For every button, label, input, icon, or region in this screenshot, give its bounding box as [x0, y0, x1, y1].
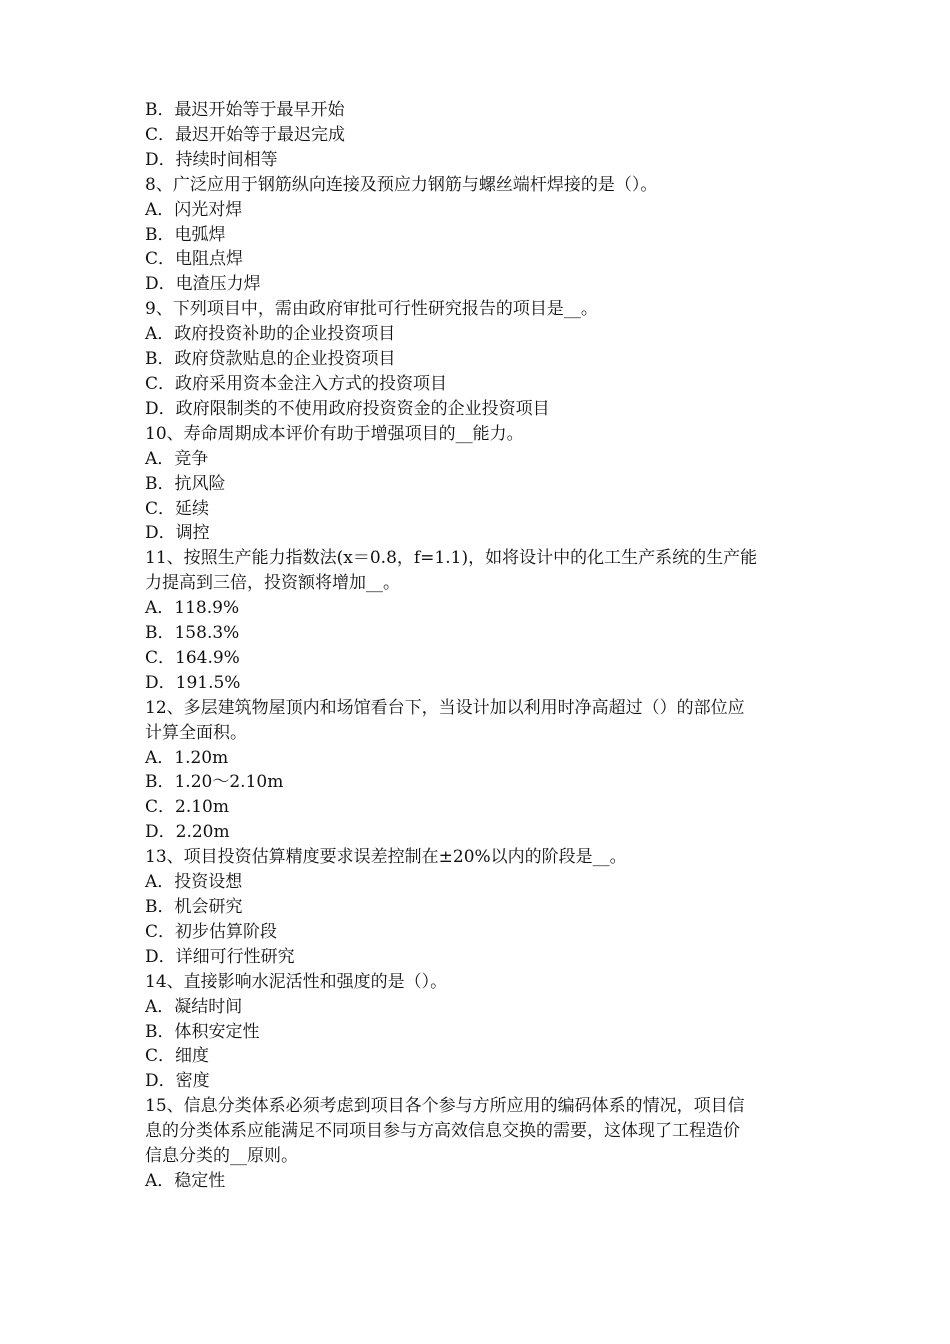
question-line: 8、广泛应用于钢筋纵向连接及预应力钢筋与螺丝端杆焊接的是（）。: [145, 174, 658, 195]
text-line: B．电弧焊: [145, 224, 226, 245]
text-line: B．最迟开始等于最早开始: [145, 100, 345, 120]
text-line: D．政府限制类的不使用政府投资资金的企业投资项目: [145, 398, 550, 419]
text-line: A．政府投资补助的企业投资项目: [145, 324, 396, 345]
text-line: A．闪光对焊: [145, 199, 243, 220]
text-line: B．抗风险: [145, 473, 226, 494]
text-line: C．164.9%: [145, 647, 240, 668]
question-line: 15、信息分类体系必须考虑到项目各个参与方所应用的编码体系的情况，项目信: [145, 1096, 745, 1117]
text-line: B．158.3%: [145, 623, 240, 644]
text-line: C．2.10m: [145, 797, 229, 818]
text-line: A．1.20m: [145, 747, 229, 768]
text-line: C．细度: [145, 1046, 210, 1067]
text-line: A．118.9%: [145, 598, 240, 619]
text-line: A．稳定性: [145, 1170, 226, 1191]
question-line: 11、按照生产能力指数法(x＝0.8，f=1.1)，如将设计中的化工生产系统的生产能: [145, 548, 758, 569]
text-line: C．电阻点焊: [145, 249, 244, 270]
question-line: 13、项目投资估算精度要求误差控制在±20%以内的阶段是__。: [145, 847, 627, 868]
text-line: C．延续: [145, 498, 210, 519]
document-page: [145, 98, 820, 1194]
text-line: B．1.20～2.10m: [145, 772, 284, 793]
text-line: D．电渣压力焊: [145, 274, 261, 295]
text-line: A．凝结时间: [145, 996, 243, 1017]
text-line: C．最迟开始等于最迟完成: [145, 124, 346, 145]
question-line: 14、直接影响水泥活性和强度的是（）。: [145, 971, 448, 992]
question-line: 信息分类的__原则。: [145, 1146, 298, 1167]
question-line: 10、寿命周期成本评价有助于增强项目的__能力。: [145, 423, 524, 444]
text-line: D．持续时间相等: [145, 149, 278, 170]
text-line: D．调控: [145, 523, 210, 544]
question-line: 12、多层建筑物屋顶内和场馆看台下，当设计加以利用时净高超过（）的部位应: [145, 697, 745, 718]
text-line: D．密度: [145, 1071, 210, 1092]
question-line: 息的分类体系应能满足不同项目参与方高效信息交换的需要，这体现了工程造价: [145, 1121, 740, 1142]
question-line: 力提高到三倍，投资额将增加__。: [145, 573, 400, 594]
text-line: D．2.20m: [145, 822, 230, 843]
text-line: B．机会研究: [145, 897, 243, 917]
question-line: 9、下列项目中，需由政府审批可行性研究报告的项目是__。: [145, 299, 598, 320]
text-line: A．投资设想: [145, 872, 243, 893]
text-line: D．详细可行性研究: [145, 946, 295, 967]
text-line: B．政府贷款贴息的企业投资项目: [145, 349, 396, 370]
text-line: D．191.5%: [145, 672, 241, 693]
text-line: C．政府采用资本金注入方式的投资项目: [145, 373, 448, 394]
text-line: C．初步估算阶段: [145, 921, 278, 942]
question-line: 计算全面积。: [145, 722, 247, 743]
text-line: B．体积安定性: [145, 1021, 260, 1042]
text-line: A．竞争: [145, 448, 209, 469]
